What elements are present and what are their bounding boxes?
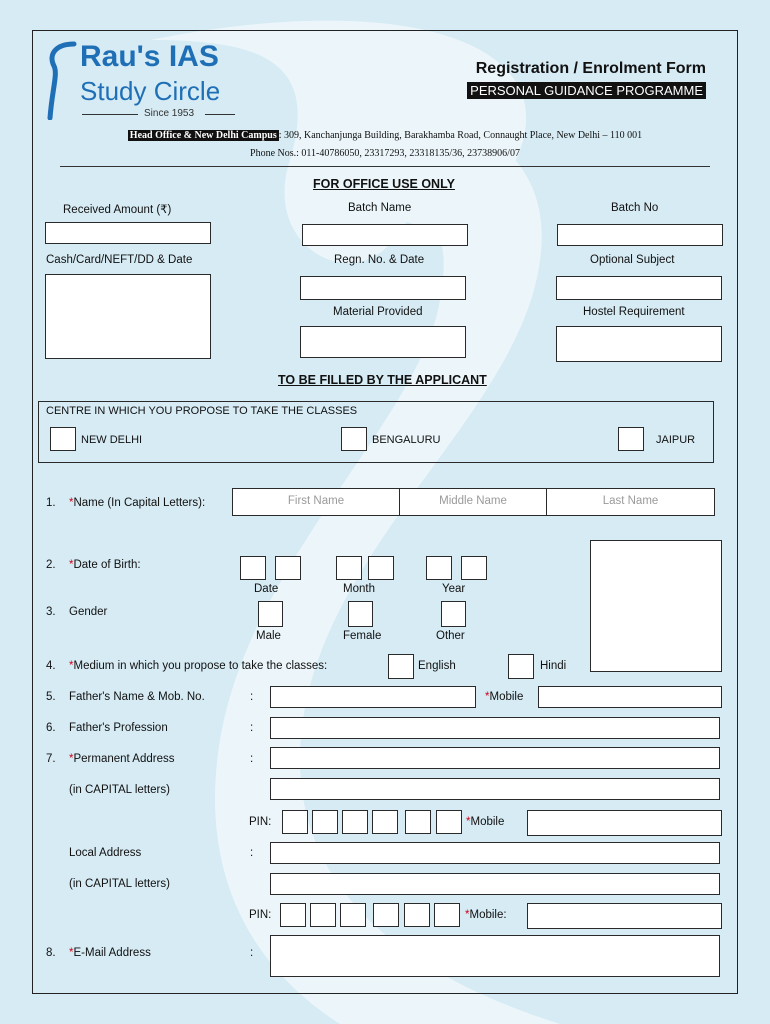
local-address-line-1[interactable] — [270, 842, 720, 864]
email-label-text: E-Mail Address — [73, 947, 151, 959]
material-provided-field[interactable] — [300, 326, 466, 358]
required-star: * — [69, 947, 74, 959]
middle-name-input[interactable] — [399, 488, 547, 516]
required-star: * — [69, 559, 74, 571]
payment-mode-field[interactable] — [45, 274, 211, 359]
medium-hindi-checkbox[interactable] — [508, 654, 534, 679]
batch-name-field[interactable] — [302, 224, 468, 246]
since-left-rule — [82, 114, 138, 115]
programme-title: PERSONAL GUIDANCE PROGRAMME — [467, 82, 706, 99]
required-star: * — [69, 497, 74, 509]
gender-female-checkbox[interactable] — [348, 601, 373, 627]
office-address — [60, 130, 710, 141]
permanent-mobile-label — [466, 816, 504, 828]
since-right-rule — [205, 114, 235, 115]
received-amount-label: Received Amount (₹) — [63, 204, 172, 216]
logo-subtitle: Study Circle — [80, 76, 221, 106]
father-profession-label: Father's Profession — [69, 722, 168, 734]
phone-numbers: Phone Nos.: 011-40786050, 23317293, 23318135/36, 23738906/07 — [250, 148, 520, 159]
required-star: * — [485, 691, 490, 703]
local-pin-digit-2[interactable] — [310, 903, 336, 927]
permanent-mobile-input[interactable] — [527, 810, 722, 836]
centre-jaipur-checkbox[interactable] — [618, 427, 644, 451]
required-star: * — [466, 816, 471, 828]
colon: : — [250, 947, 254, 959]
item-7-number: 7. — [46, 753, 56, 765]
required-star: * — [465, 909, 470, 921]
colon: : — [250, 691, 254, 703]
dob-month-digit-1[interactable] — [336, 556, 362, 580]
optional-subject-label: Optional Subject — [590, 254, 675, 266]
optional-subject-field[interactable] — [556, 276, 722, 300]
office-address-text: : 309, Kanchanjunga Building, Barakhamba Road, Connaught Place, New Delhi – 110 001 — [278, 130, 643, 141]
medium-label-text: Medium in which you propose to take the classes: — [73, 660, 328, 672]
applicant-heading: TO BE FILLED BY THE APPLICANT — [278, 373, 487, 387]
email-label — [69, 947, 151, 959]
pin-digit-1[interactable] — [282, 810, 308, 834]
local-pin-digit-4[interactable] — [373, 903, 399, 927]
pin-label: PIN: — [249, 909, 272, 921]
male-caption: Male — [256, 630, 281, 642]
form-title: Registration / Enrolment Form — [475, 60, 706, 77]
centre-prompt: CENTRE IN WHICH YOU PROPOSE TO TAKE THE CLASSES — [46, 405, 358, 417]
month-caption: Month — [343, 583, 375, 595]
pin-digit-6[interactable] — [436, 810, 462, 834]
header-divider — [60, 166, 710, 167]
email-input[interactable] — [270, 935, 720, 977]
middle-name-placeholder: Middle Name — [439, 495, 507, 507]
hindi-caption: Hindi — [540, 660, 567, 672]
item-4-number: 4. — [46, 660, 56, 672]
permanent-address-label-text: Permanent Address — [73, 753, 175, 765]
item-2-number: 2. — [46, 559, 56, 571]
medium-label — [69, 660, 327, 672]
dob-label — [69, 559, 141, 571]
year-caption: Year — [442, 583, 466, 595]
logo-swirl-icon — [44, 40, 78, 120]
father-name-label: Father's Name & Mob. No. — [69, 691, 205, 703]
colon: : — [250, 847, 254, 859]
local-mobile-label — [465, 909, 507, 921]
since-text: Since 1953 — [144, 108, 195, 119]
payment-mode-label: Cash/Card/NEFT/DD & Date — [46, 254, 193, 266]
regn-no-field[interactable] — [300, 276, 466, 300]
batch-name-label: Batch Name — [348, 202, 412, 214]
pin-digit-5[interactable] — [405, 810, 431, 834]
permanent-address-label — [69, 753, 175, 765]
permanent-mobile-label-text: Mobile — [470, 816, 505, 828]
colon: : — [250, 722, 254, 734]
centre-jaipur-label: JAIPUR — [656, 434, 696, 446]
material-provided-label: Material Provided — [333, 306, 423, 318]
centre-new-delhi-checkbox[interactable] — [50, 427, 76, 451]
local-pin-digit-3[interactable] — [340, 903, 366, 927]
hostel-requirement-label: Hostel Requirement — [583, 306, 685, 318]
local-pin-digit-5[interactable] — [404, 903, 430, 927]
gender-other-checkbox[interactable] — [441, 601, 466, 627]
batch-no-field[interactable] — [557, 224, 723, 246]
item-6-number: 6. — [46, 722, 56, 734]
pin-label: PIN: — [249, 816, 272, 828]
female-caption: Female — [343, 630, 382, 642]
gender-male-checkbox[interactable] — [258, 601, 283, 627]
colon: : — [250, 753, 254, 765]
father-mobile-input[interactable] — [538, 686, 722, 708]
local-address-line-2[interactable] — [270, 873, 720, 895]
centre-new-delhi-label: NEW DELHI — [81, 434, 143, 446]
dob-year-digit-1[interactable] — [426, 556, 452, 580]
item-1-number: 1. — [46, 497, 56, 509]
local-pin-digit-6[interactable] — [434, 903, 460, 927]
father-mobile-label-text: Mobile — [489, 691, 524, 703]
local-pin-digit-1[interactable] — [280, 903, 306, 927]
pin-digit-2[interactable] — [312, 810, 338, 834]
permanent-address-line-2[interactable] — [270, 778, 720, 800]
centre-bengaluru-label: BENGALURU — [372, 434, 441, 446]
hostel-requirement-field[interactable] — [556, 326, 722, 362]
capital-letters-note: (in CAPITAL letters) — [69, 784, 170, 796]
name-label-text: Name (In Capital Letters): — [73, 497, 206, 509]
item-3-number: 3. — [46, 606, 56, 618]
photo-box[interactable] — [590, 540, 722, 672]
required-star: * — [69, 753, 74, 765]
name-label — [69, 497, 205, 509]
english-caption: English — [418, 660, 456, 672]
local-address-label: Local Address — [69, 847, 142, 859]
last-name-input[interactable] — [546, 488, 715, 516]
father-name-input[interactable] — [270, 686, 476, 708]
other-caption: Other — [436, 630, 465, 642]
pin-digit-3[interactable] — [342, 810, 368, 834]
medium-english-checkbox[interactable] — [388, 654, 414, 679]
dob-day-digit-1[interactable] — [240, 556, 266, 580]
dob-month-digit-2[interactable] — [368, 556, 394, 580]
required-star: * — [69, 660, 74, 672]
dob-day-digit-2[interactable] — [275, 556, 301, 580]
item-5-number: 5. — [46, 691, 56, 703]
last-name-placeholder: Last Name — [602, 495, 659, 507]
item-8-number: 8. — [46, 947, 56, 959]
local-mobile-input[interactable] — [527, 903, 722, 929]
centre-bengaluru-checkbox[interactable] — [341, 427, 367, 451]
dob-label-text: Date of Birth: — [73, 559, 141, 571]
father-mobile-label — [485, 691, 523, 703]
capital-letters-note: (in CAPITAL letters) — [69, 878, 170, 890]
received-amount-field[interactable] — [45, 222, 211, 244]
regn-no-label: Regn. No. & Date — [334, 254, 425, 266]
first-name-input[interactable] — [232, 488, 400, 516]
office-label: Head Office & New Delhi Campus — [129, 130, 277, 141]
batch-no-label: Batch No — [611, 202, 659, 214]
dob-year-digit-2[interactable] — [461, 556, 487, 580]
permanent-address-line-1[interactable] — [270, 747, 720, 769]
first-name-placeholder: First Name — [287, 495, 345, 507]
date-caption: Date — [254, 583, 279, 595]
pin-digit-4[interactable] — [372, 810, 398, 834]
local-mobile-label-text: Mobile: — [469, 909, 507, 921]
office-use-heading: FOR OFFICE USE ONLY — [313, 177, 455, 191]
gender-label: Gender — [69, 606, 108, 618]
father-profession-input[interactable] — [270, 717, 720, 739]
logo-title: Rau's IAS — [80, 40, 219, 73]
